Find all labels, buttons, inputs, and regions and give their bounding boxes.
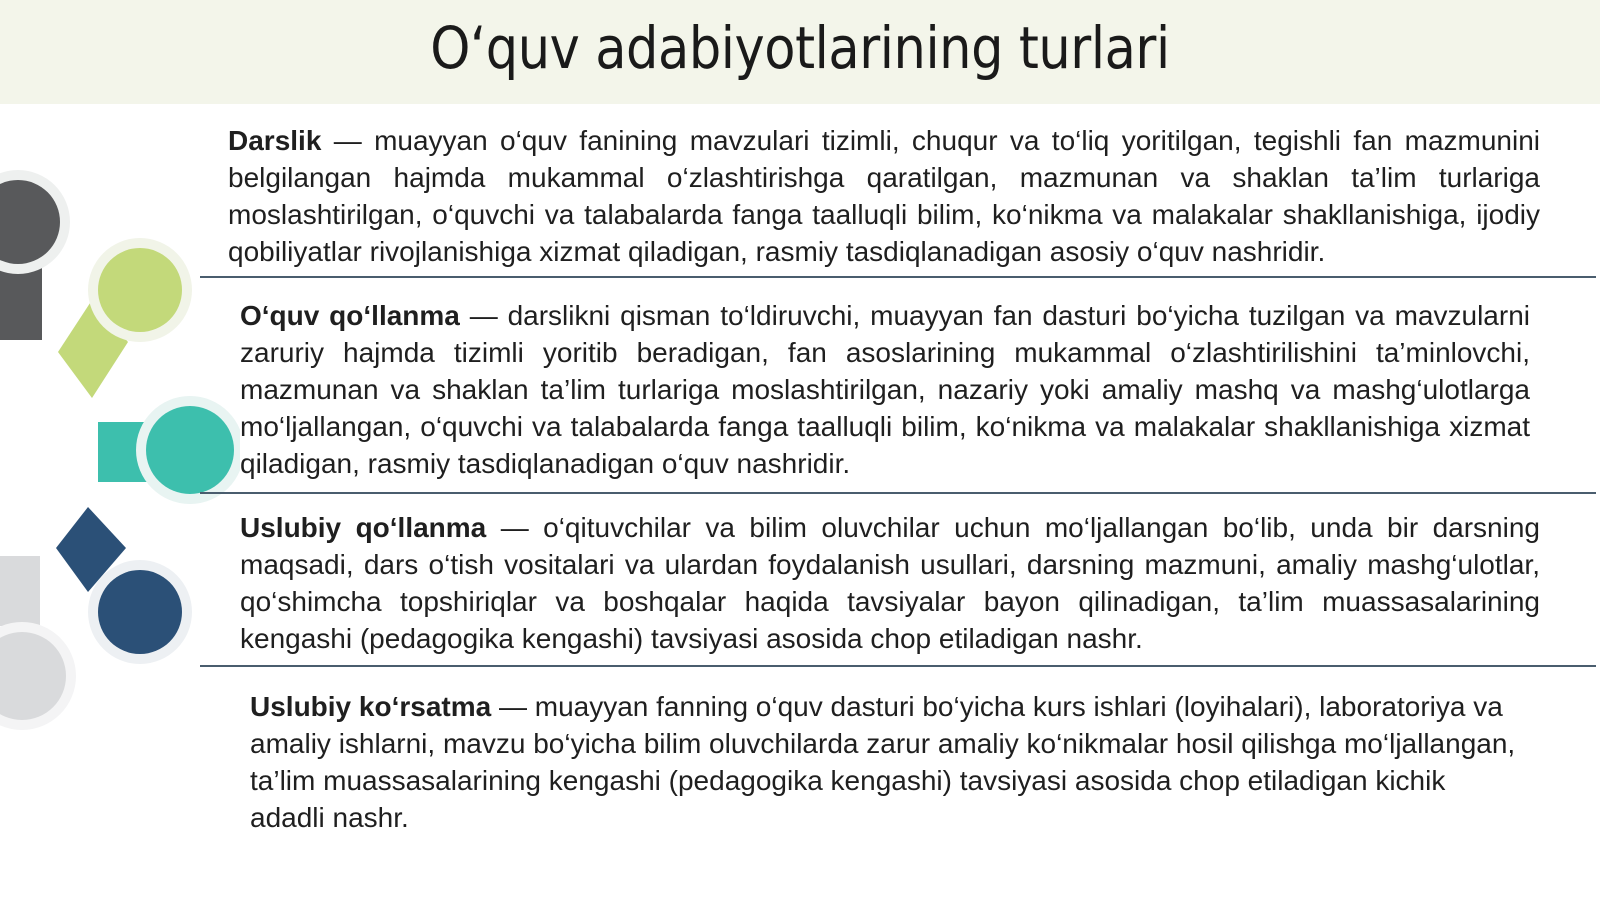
divider — [200, 665, 1596, 667]
definition-text: — muayyan o‘quv fanining mavzulari tizimli, chuqur va to‘liq yoritilgan, tegishli fan mazmunini belgilangan hajmda mukammal o‘zlashtirishga qaratilgan, mazmunan va shaklan ta’lim turlariga moslashtirilgan, o‘quvchi va talabalarda fanga taalluqli bilim, ko‘nikma va malakalar shakllanishiga, ijodiy qobiliyatlar rivojlanishiga xizmat qiladigan, rasmiy tasdiqlanadigan asosiy o‘quv nashridir. — [228, 125, 1540, 267]
decorative-circle-graphic — [0, 140, 240, 760]
definition-uslubiy-korsatma — [250, 688, 1520, 836]
divider — [200, 492, 1596, 494]
term-label: Uslubiy ko‘rsatma — [250, 691, 492, 722]
slide-title: O‘quv adabiyotlarining turlari — [430, 14, 1170, 82]
green-petal — [58, 238, 192, 398]
term-label: O‘quv qo‘llanma — [240, 300, 460, 331]
definition-text: — muayyan fanning o‘quv dasturi bo‘yicha kurs ishlari (loyihalari), laboratoriya va amaliy ishlarni, mavzu bo‘yicha bilim oluvchilarda zarur amaliy ko‘nikmalar hosil qilishga mo‘ljallangan, ta’lim muassasalarining kengashi (pedagogika kengashi) tavsiyasi asosida chop etiladigan kichik adadli nashr. — [250, 691, 1516, 833]
term-label: Uslubiy qo‘llanma — [240, 512, 487, 543]
navy-petal — [56, 507, 192, 664]
definition-text: — darslikni qisman to‘ldiruvchi, muayyan fan dasturi bo‘yicha tuzilgan va mavzularni zaruriy hajmda tizimli yoritib beradigan, fan asoslarining mukammal o‘zlashtirilishini ta’minlovchi, mazmunan va shaklan ta’lim turlariga moslashtirilgan, nazariy yoki amaliy mashq va mashg‘ulotlarga mo‘ljallangan, o‘quvchi va talabalarda fanga taalluqli bilim, ko‘nikma va malakalar shakllanishiga xizmat qiladigan, rasmiy tasdiqlanadigan o‘quv nashridir. — [240, 300, 1530, 479]
light-gray-petal — [0, 556, 76, 730]
term-label: Darslik — [228, 125, 322, 156]
definition-text: — o‘qituvchilar va bilim oluvchilar uchun mo‘ljallangan bo‘lib, unda bir darsning maqsadi, dars o‘tish vositalari va ulardan foydalanish usullari, darsning mazmuni, amaliy mashg‘ulotlar, qo‘shimcha topshiriqlar va boshqalar haqida tavsiyalar bayon qilinadigan, ta’lim muassasalarining kengashi (pedagogika kengashi) tavsiyasi asosida chop etiladigan nashr. — [240, 512, 1540, 654]
teal-petal — [98, 396, 240, 504]
definition-oquv-qollanma — [240, 297, 1530, 482]
definition-uslubiy-qollanma — [240, 509, 1540, 657]
dark-gray-petal — [0, 170, 70, 340]
divider — [200, 276, 1596, 278]
definition-darslik — [228, 122, 1540, 270]
